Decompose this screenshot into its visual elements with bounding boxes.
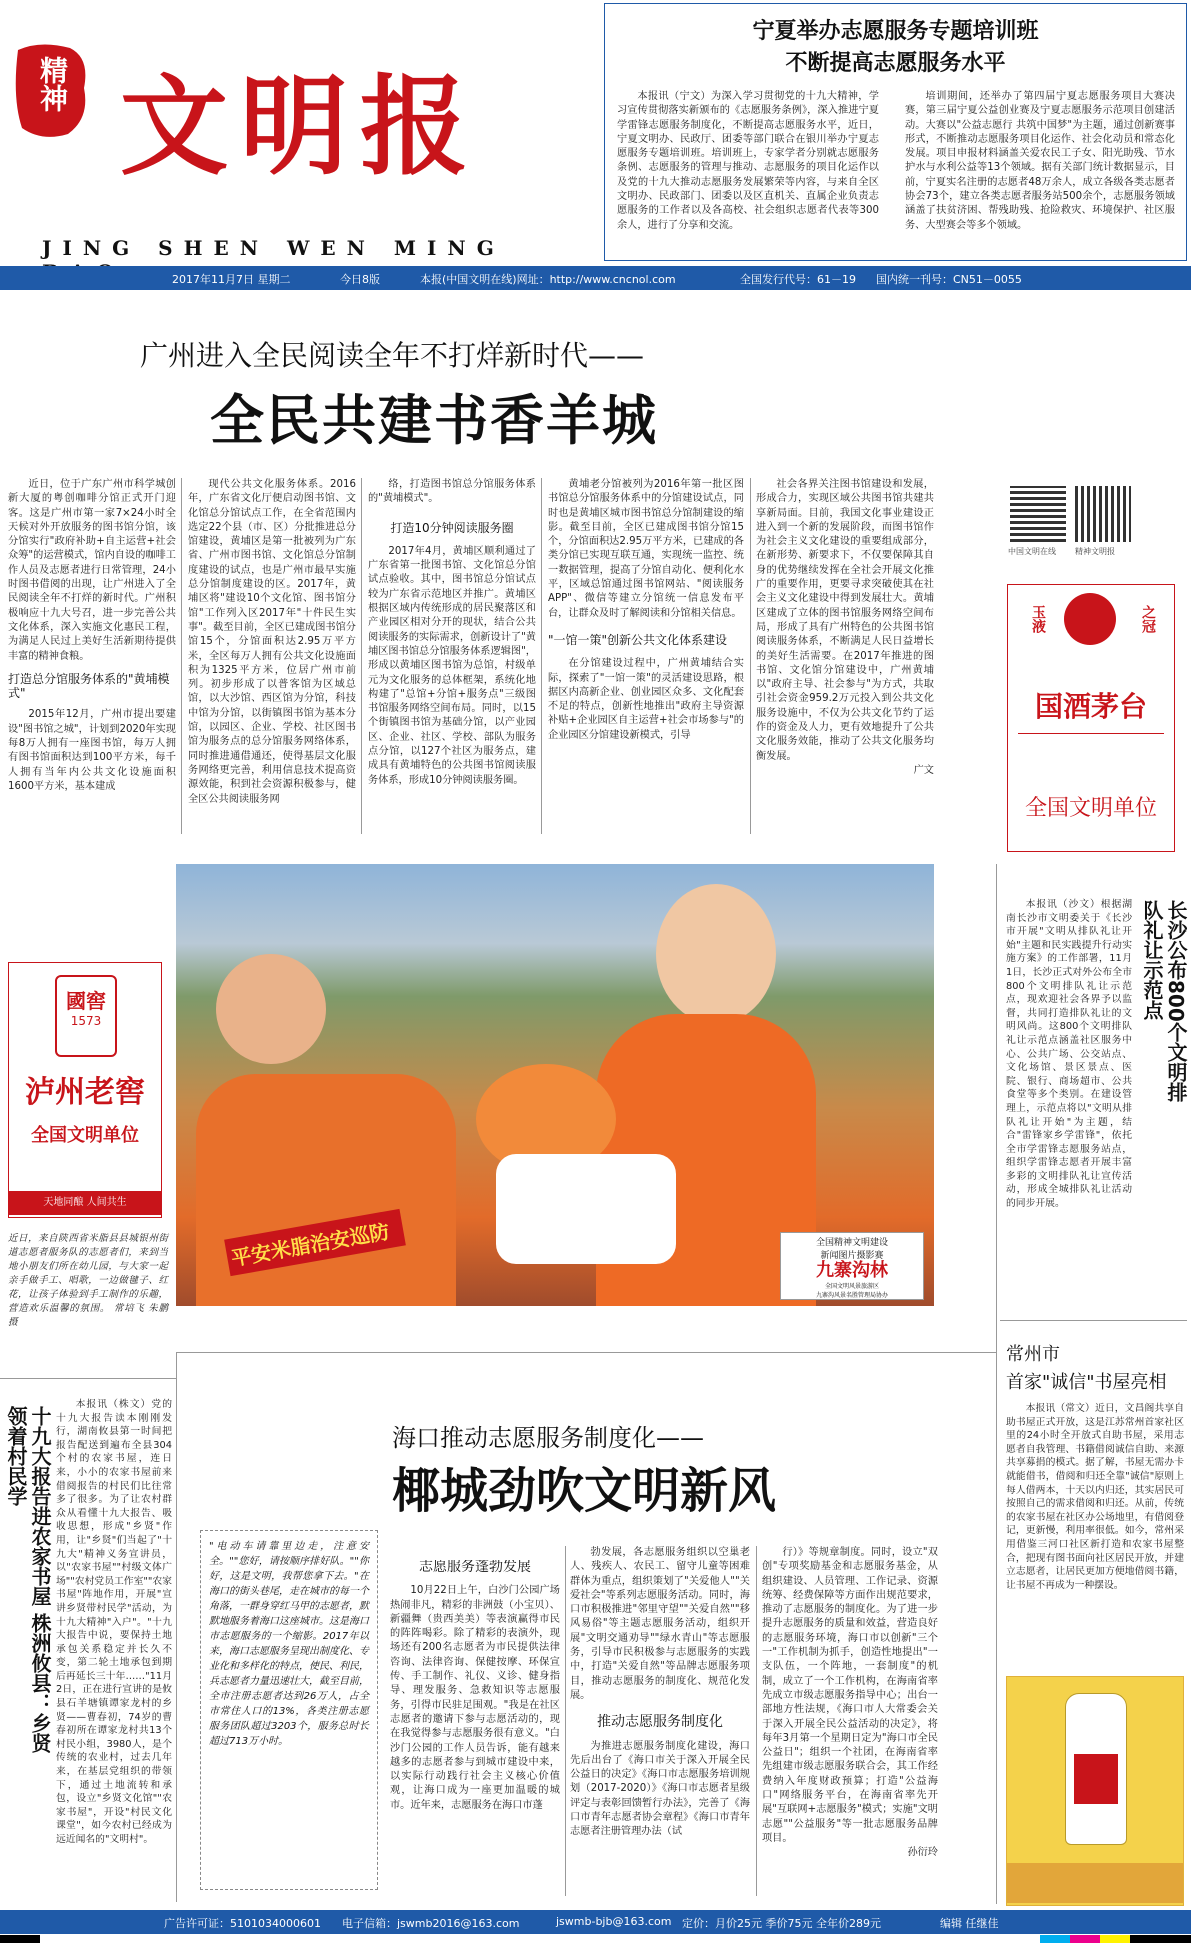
guojiao-brand: 國窖 [66, 989, 106, 1013]
maotai-name: 国酒茅台 [1034, 690, 1147, 723]
footer-bar [0, 1910, 1191, 1934]
page-count: 今日8版 [340, 273, 380, 286]
masthead-title-char-2: 明 [240, 64, 349, 190]
haikou-headline: 椰城劲吹文明新风 [392, 1463, 777, 1519]
changzhou-title-1: 常州市 [1006, 1344, 1060, 1365]
lead-col-4: 黄埔老分馆被列为2016年第一批区图书馆总分馆服务体系中的分馆建设试点，同时也是黄埔区城市图书馆总分馆制建设的缩影。截至目前，全区已建成图书馆分馆15个，分馆面积达2.95万平方米，已建成的各类分馆已实现互联互通，实现统一监控、统一数据管理，提高了分馆自动化、便利化水平，区域总馆通过图书馆网站、"阅读服务APP"、微信等建立分馆统一信息发布平台，让群众及时了解阅读和分馆相关信息。 "一馆一策"创新公共文化体系建设 在分馆建设过程中，广州黄埔结合实际，探索了"一馆一策"的灵活建设思路，根据区内高新企业、创业园区众多、文化配套不足的特点，创新性地推出"政府主导资源补贴+企业园区自主运营+社会市场参与"的企业园区分馆建设新模式，引导 [548, 479, 744, 741]
lead-col-3: 络，打造图书馆总分馆服务体系的"黄埔模式"。 打造10分钟阅读服务圈 2017年4月，黄埔区顺利通过了广东省第一批图书馆、文化馆总分馆试点验收。其中，图书馆总分馆试点较为广东省示范地区并推广。黄埔区根据区域内传统形成的居民聚落区和产业园区相对分开的现状，结合公共阅读服务的实际需求，创新设计了"黄埔区图书馆总分馆服务体系逻辑图"，形成以黄埔区图书馆为总馆，村级单元为文化服务的总体框架，系统化地构建了"总馆+分馆+服务点"三级图书馆服务网络空间布局。同时，以15个街镇图书馆为基础分馆，以产业园区、企业、社区、学校、部队为服务点分馆，以127个社区为服务点，建成具有黄埔特色的公共图书馆阅读服务体系，形成10分钟阅读服务圈。 [368, 479, 536, 786]
top-story-col-1: 本报讯（宁文）为深入学习贯彻党的十九大精神，学习宣传贯彻落实新颁布的《志愿服务条例》，深入推进宁夏学雷锋志愿服务制度化，不断提高志愿服务水平，近日，宁夏文明办、民政厅、团委等部门联合在银川举办宁夏志愿服务专题培训班。培训班上，专家学者分别就志愿服务条例、志愿服务的管理与推动、志愿服务的项目化运作以及党的十九大推动志愿服务发展繁荣等内容，与来自全区文明办、民政部门、团委以及区直机关、直属企业负责志愿服务的工作者以及各高校、社会组织志愿者代表等300余人，进行了分享和交流。 [617, 91, 879, 231]
lead-subhead-2: 打造10分钟阅读服务圈 [390, 520, 514, 535]
maotai-slogan: 全国文明单位 [1024, 796, 1157, 821]
maotai-ad[interactable] [1007, 584, 1175, 852]
luzhou-laojiao-ad[interactable] [8, 962, 162, 1218]
issue-date: 2017年11月7日 星期二 [172, 273, 291, 286]
maotai-logo [1064, 593, 1116, 645]
haikou-col-1: 志愿服务蓬勃发展 10月22日上午，白沙门公园广场热闹非凡，精彩的非洲鼓（小宝贝）、新疆舞（贵西美美）等表演赢得市民的阵阵喝彩。除了精彩的表演外，现场还有200名志愿者为市民提供法律咨询、法律咨询、保健按摩、环保宣传、手工制作、礼仪、义诊、健身指导、理发服务、急救知识等志愿服务，引得市民驻足围观。"我是在社区志愿者的邀请下参与志愿活动的，现在我觉得参与志愿服务很有意义。"白沙门公园的工作人员告诉，能有越来越多的志愿者参与到城市建设中来，以实际行动践行社会主义核心价值观，让海口成为一座更加温暖的城市。近年来，志愿服务在海口市蓬 [390, 1560, 560, 1811]
changzhou-body: 本报讯（常文）近日，文昌阁共享自助书屋正式开放，这是江苏常州首家社区里的24小时全开放式自助书屋，采用志愿者自我管理、书籍借阅诚信自助、来源共享募捐的模式。据了解，书屋无需办卡就能借书，借阅和归还全靠"诚信"原则上每人借两本，十天以内归还，其实居民可按照自己的需求借阅和归还。从前，传统的农家书屋在社区办公场地里，有借阅登记，更新慢，利用率很低。如今，常州采用借鉴三河口社区新打造和农家书屋整合，把现有图书面向社区居民开放，并建立志愿者，让居民更加方便地借阅书籍，让书屋不再成为一种摆设。 [1006, 1403, 1184, 1591]
news-photo [176, 864, 934, 1306]
cn-code: 国内统一刊号：CN51－0055 [876, 273, 1022, 286]
qr-label-1: 中国文明在线 [1008, 547, 1056, 556]
haikou-kicker: 海口推动志愿服务制度化—— [392, 1424, 704, 1452]
top-story-col-2: 培训期间，还举办了第四届宁夏志愿服务项目大赛决赛，第三届宁夏公益创业赛及宁夏志愿服务示范项目创建活动。大赛以"公益志愿行 共筑中国梦"为主题，通过创新赛事形式，不断推动志愿服务项目化运作、社会化动员和常态化发展。项目申报材料涵盖关爱农民工子女、阳光助残、节水护水与水利公益等13个领域。据有关部门统计数据显示，目前，宁夏实名注册的志愿者48万余人，成立各级各类志愿者协会73个，建立各类志愿者服务站500余个，志愿服务领域涵盖了扶贫济困、帮残助残、抢险救灾、环境保护、社区服务、大型赛会等多个领域。 [905, 91, 1175, 231]
lead-subhead-1: 打造总分馆服务体系的"黄埔模式" [8, 671, 170, 701]
badge-brand: 九寨沟林 [816, 1260, 888, 1281]
moutai-bottle-ad[interactable] [1006, 1676, 1184, 1906]
luzhou-slogan: 全国文明单位 [31, 1125, 139, 1146]
qr-code-2[interactable] [1075, 486, 1131, 542]
top-story-title-1: 宁夏举办志愿服务专题培训班 [752, 19, 1039, 44]
masthead-pinyin: JING SHEN WEN MING [42, 236, 505, 260]
guojiao-brand-sub: 1573 [70, 1014, 102, 1028]
badge-sub2: 九寨沟风景名胜管理局协办 [815, 1292, 888, 1299]
photo-award-badge [780, 1232, 924, 1300]
masthead-seal-text: 精神 [36, 56, 69, 112]
haikou-subhead-1: 志愿服务蓬勃发展 [419, 1560, 531, 1575]
haikou-byline: 孙衍玲 [907, 1847, 938, 1859]
lead-col-1: 近日，位于广东广州市科学城创新大厦的粤创咖啡分馆正式开门迎客。这是广州市第一家7×24小时全天候对外开放服务的图书馆分馆，该分馆实行"政府补助+自主运营+社会众筹"的运营模式，馆内自设的咖啡工作人员及志愿者进行日常管理，24小时图书借阅的出现，让广州进入了全民阅读全年不打烊的新时代。广州积极响应十九大号召，进一步完善公共文化体系，深入实施文化惠民工程，为满足人民过上美好生活新期待提供丰富的精神食粮。 打造总分馆服务体系的"黄埔模式" 2015年12月，广州市提出要建设"图书馆之城"，计划到2020年实现每8万人拥有一座图书馆，每万人拥有图书馆面积达到100平方米，每千人拥有当年内公共文化设施面积1600平方米，基本建成 [8, 479, 176, 792]
lead-byline: 广文 [913, 764, 934, 776]
bottle-ad-footer [1007, 1863, 1183, 1903]
masthead-info-bar [0, 266, 1191, 290]
masthead-title-char-3: 报 [360, 64, 469, 190]
top-story-title-2: 不断提高志愿服务水平 [785, 51, 1006, 76]
photo-armband: 平安米脂治安巡防 [224, 1209, 406, 1276]
footer-email[interactable]: 电子信箱：jswmb2016@163.com [342, 1917, 520, 1930]
footer-price: 定价：月价25元 季价75元 全年价289元 [682, 1917, 881, 1930]
footer-email-2[interactable]: jswmb-bjb@163.com [556, 1915, 672, 1928]
haikou-col-2: 勃发展，各志愿服务组织以空巢老人、残疾人、农民工、留守儿童等困难群体为重点，组织策划了"关爱他人""关爱社会"等系列志愿服务活动。同时，海口市积极推进"邻里守望""关爱自然""移风易俗"等主题志愿服务活动，组织开展"文明交通劝导""绿水青山"等志愿服务，引导市民积极参与志愿服务的实践中，打造"关爱自然"等品牌志愿服务项目，推动志愿服务的制度化、规范化发展。 推动志愿服务制度化 为推进志愿服务制度化建设，海口先后出台了《海口市关于深入开展全民公益日的决定》《海口市志愿服务培训规划（2017-2020）》《海口市志愿者星级评定与表彰回馈暂行办法》，完善了《海口市青年志愿者协会章程》《海口市青年志愿者注册管理办法（试 [570, 1547, 750, 1838]
photo-credit: 常培飞 朱鹏 摄 [8, 1303, 168, 1328]
guojiao-emblem [55, 975, 117, 1057]
footer-editor: 编辑 任继佳 [940, 1917, 999, 1930]
top-story-box [604, 3, 1187, 261]
qr-code-1[interactable] [1010, 486, 1066, 542]
haikou-col-3: 行）》等规章制度。同时，设立"双创"专项奖励基金和志愿服务基金，从组织建设、人员管理、工作记录、资源统筹、经费保障等方面作出规范要求，推动了志愿服务的制度化。为了进一步提升志愿服务的质量和效益，营造良好的志愿服务环境，海口市以创新"三个一"工作机制为抓手，创造性地提出"一支队伍，一个阵地，一套制度"的机制，成立了一个工作机构，在海南省率先成立市级志愿服务指导中心；出台一部地方性法规，《海口市人大常委会关于深入开展全民公益活动的决定》，将每年3月第一个星期日定为"海口市全民公益日"；组织一个社团，在海南省率先组建市级志愿服务联合会，其工作经费纳入年度财政预算；打造"公益海口"网络服务平台，在海南省率先开展"互联网+志愿服务"模式；实施"文明志愿""公益服务"等一批志愿服务品牌项目。 孙衍玲 [762, 1546, 938, 1900]
masthead-title-char-1: 文 [120, 64, 229, 190]
changsha-body: 本报讯（沙文）根据湖南长沙市文明委关于《长沙市开展"文明从排队礼让开始"主题和民实践提升行动实施方案》的工作部署，11月1日，长沙正式对外公布全市800个文明排队礼让示范点，现欢迎社会各界予以监督，共同打造排队礼让的文明风尚。这800个文明排队礼让示范点涵盖社区服务中心、公共广场、公交站点、文化场馆、景区景点、医院、银行、商场超市、公共食堂等多个类别。在建设管理上，示范点将以"文明从排队礼让开始"为主题，结合"雷锋家乡学雷锋"，依托全市学雷锋志愿服务站点，组织学雷锋志愿者开展丰富多彩的文明排队礼让宣传活动，形成全城排队礼让活动的同步开展。 [1006, 899, 1132, 1210]
haikou-sidebox: "电动车请靠里边走，注意安全。""您好，请按顺序排好队。""你好，这是文明，我帮您拿下去。"在海口的街头巷尾，走在城市的每一个角落，一群身穿红马甲的志愿者，默默地服务着海口这座城市。这是海口市志愿服务的一个缩影。2017年以来，海口志愿服务呈现出制度化、专业化和多样化的特点，使民、利民，兵志愿者力量迅速壮大，截至目前，全市注册志愿者达到26万人，占全市常住人口的13%，各类注册志愿服务团队超过3203个，服务总时长超过713万小时。 [200, 1530, 378, 1890]
badge-top: 全国精神文明建设 [815, 1238, 888, 1248]
lead-col-2: 现代公共文化服务体系。2016年，广东省文化厅便启动图书馆、文化馆总分馆试点工作，在全省范围内选定22个县（市、区）分批推进总分馆建设，黄埔区是第一批被列为广东省、广州市图书馆、文化馆总分馆制度建设的试点，也是广州市最早实施总分馆制度建设的区。2017年，黄埔区将"建设10个文化馆、图书馆分馆"工作列入区2017年"十件民生实事"。截至目前，全区已建成图书馆分馆15个，分馆面积达2.95万平方米，全区每万人拥有公共文化设施面积为1325平方米，位居广州市前列。初步形成了以普客馆为区域总馆，以大沙馆、西区馆为分馆，科技中馆为分馆，以街镇图书馆为基本分馆，以园区、企业、学校、社区图书馆为服务点的总分馆服务网络体系，同时推进通借通还，使得基层文化服务网络更完善，利用信息技术提高资源效能，积到社会资源积极参与，健全区公共阅读服务网 [188, 479, 356, 805]
masthead [0, 0, 600, 262]
maotai-side-2: 之冠 [1140, 605, 1156, 633]
zhuzhou-headline: 十九大报告进农家书屋 株洲攸县：乡贤领着村民学 [4, 1406, 52, 1753]
bottle-icon [1065, 1693, 1127, 1845]
website[interactable]: 本报(中国文明在线)网址：http://www.cncnol.com [420, 273, 676, 286]
zhuzhou-body: 本报讯（株文）党的十九大报告读本刚刚发行，湖南攸县第一时间把报告配送到遍布全县304个村的农家书屋，连日来，小小的农家书屋前来借阅报告的村民们比往常多了很多。为了让农村群众从看懂十九大报告、吸收思想，形成"乡贤"作用，让"乡贤"们当起了"十九大"精神义务宣讲员，以"农家书屋""村级文体广场""农村党员工作室""农家书屋"阵地作用，开展"宣讲乡贤带村民学"活动，为十九大精神"入户"。"十九大报告中说，要保持土地承包关系稳定并长久不变，第二轮土地承包到期后再延长三十年……"11月2日，正在进行宣讲的是攸县石羊塘镇谭家龙村的乡贤——曹春初，74岁的曹春初所在谭家龙村共13个村民小组，3980人，是个传统的农业村，过去几年来，在基层党组织的带领下，通过土地流转和承包，设立"乡贤文化馆""农家书屋"，开设"村民文化课堂"，如今农村已经成为远近闻名的"文明村"。 [56, 1399, 172, 1845]
lead-headline: 全民共建书香羊城 [210, 389, 658, 452]
footer-license: 广告许可证：5101034000601 [164, 1917, 321, 1930]
lead-subhead-3: "一馆一策"创新公共文化体系建设 [548, 632, 728, 647]
maotai-side-1: 玉液 [1030, 605, 1046, 633]
haikou-subhead-2: 推动志愿服务制度化 [597, 1714, 723, 1731]
qr-label-2: 精神文明报 [1075, 547, 1115, 556]
lead-kicker: 广州进入全民阅读全年不打烊新时代—— [140, 339, 645, 372]
changzhou-title-2: 首家"诚信"书屋亮相 [1006, 1372, 1167, 1393]
luzhou-name: 泸州老窖 [25, 1075, 145, 1110]
luzhou-footer: 天地同酿 人间共生 [9, 1191, 161, 1215]
masthead-seal [10, 38, 94, 142]
badge-mid: 新闻图片摄影赛 [820, 1251, 884, 1261]
changsha-headline: 长沙公布800个文明排队礼让示范点 [1140, 900, 1188, 1102]
photo-caption: 近日，来自陕西省米脂县县城银州街道志愿者服务队的志愿者们，来到当地小朋友们所在幼儿园，与大家一起亲手做手工、唱歌，一边做毽子、红花，让孩子体验到手工制作的乐趣，营造欢乐温馨的氛围。 常培飞 朱鹏 摄 [8, 1233, 168, 1328]
badge-sub: 全国文明风景旅游区 [824, 1283, 879, 1290]
issue-code: 全国发行代号：61－19 [740, 273, 856, 286]
lead-col-5: 社会各界关注图书馆建设和发展，形成合力，实现区域公共图书馆共建共享新局面。目前，我国文化事业建设正进入到一个新的发展阶段，而图书馆作为社会主义文化建设的重要组成部分，在新形势、新要求下，不仅要保障其自身的优势继续发挥在全社会开展文化推广的重要作用，更要寻求突破使其在社会主义文化建设中得到发展壮大。黄埔区建成了立体的图书馆服务网络空间布局，形成了具有广州特色的公共图书馆阅读服务体系，不断满足人民日益增长的美好生活需要。在2017年推进的图书馆、文化馆分馆建设中，广州黄埔以"政府主导、社会参与"为方式，共取引社会资金959.2万元投入到公共文化服务设施中，不仅为公共文化节约了运作的资金及人力，更有效地提升了公共文化服务效能，推动了公共文化服务均衡发展。 广文 [756, 478, 934, 838]
